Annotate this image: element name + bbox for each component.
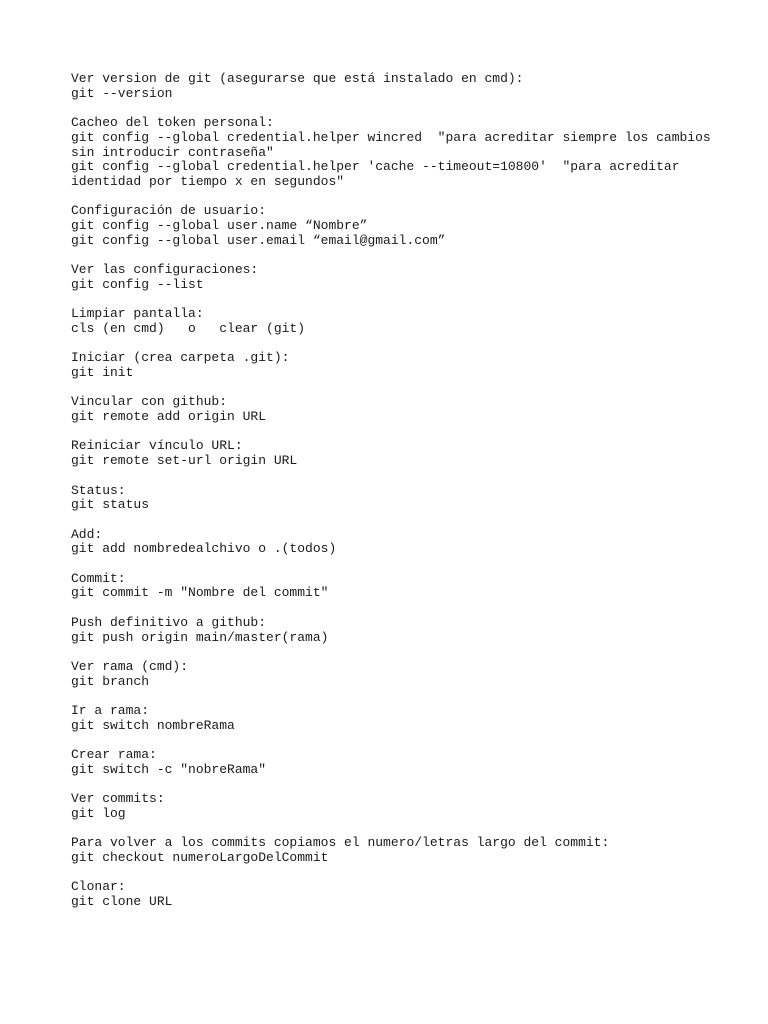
section-heading: Push definitivo a github:	[71, 614, 267, 630]
section-branch	[71, 660, 731, 689]
section-clone	[71, 880, 731, 909]
command-line: git init	[71, 364, 134, 380]
section-heading: Iniciar (crea carpeta .git):	[71, 350, 290, 366]
command-line: git config --global user.email “email@gmail.com”	[71, 232, 446, 248]
section-heading: Reiniciar vínculo URL:	[71, 438, 243, 454]
section-token-cache	[71, 116, 731, 190]
command-line: git log	[71, 805, 126, 821]
section-heading: Commit:	[71, 570, 126, 586]
section-user-config	[71, 204, 731, 248]
section-heading: Ver commits:	[71, 791, 165, 807]
section-create-branch	[71, 748, 731, 777]
command-line: git config --global credential.helper 'cache --timeout=10800' "para acreditar	[71, 159, 680, 175]
command-line: git --version	[71, 85, 173, 101]
command-line: identidad por tiempo x en segundos"	[71, 173, 345, 189]
section-init	[71, 351, 731, 380]
section-heading: Ver rama (cmd):	[71, 658, 189, 674]
command-line: git commit -m "Nombre del commit"	[71, 585, 329, 601]
section-heading: Clonar:	[71, 879, 126, 895]
section-heading: Cacheo del token personal:	[71, 115, 274, 131]
section-heading: Vincular con github:	[71, 394, 228, 410]
section-commit	[71, 572, 731, 601]
section-clear-screen	[71, 307, 731, 336]
section-heading: Configuración de usuario:	[71, 203, 267, 219]
section-list-config	[71, 263, 731, 292]
command-line: git config --global credential.helper wincred "para acreditar siempre los cambios	[71, 129, 711, 145]
command-line: git checkout numeroLargoDelCommit	[71, 850, 329, 866]
command-line: sin introducir contraseña"	[71, 144, 274, 160]
command-line: git switch nombreRama	[71, 717, 235, 733]
command-line: cls (en cmd) o clear (git)	[71, 320, 306, 336]
section-git-version	[71, 72, 731, 101]
command-line: git switch -c "nobreRama"	[71, 761, 267, 777]
section-status	[71, 484, 731, 513]
command-line: git remote add origin URL	[71, 409, 267, 425]
section-log	[71, 792, 731, 821]
section-heading: Para volver a los commits copiamos el numero/letras largo del commit:	[71, 835, 610, 851]
section-checkout	[71, 836, 731, 865]
section-heading: Crear rama:	[71, 747, 157, 763]
command-line: git add nombredealchivo o .(todos)	[71, 541, 337, 557]
section-heading: Ver version de git (asegurarse que está instalado en cmd):	[71, 71, 524, 86]
section-heading: Limpiar pantalla:	[71, 306, 204, 322]
section-heading: Ir a rama:	[71, 703, 150, 719]
section-heading: Add:	[71, 526, 103, 542]
command-line: git clone URL	[71, 894, 173, 910]
section-remote-add	[71, 395, 731, 424]
section-push	[71, 616, 731, 645]
section-add	[71, 528, 731, 557]
section-heading: Status:	[71, 482, 126, 498]
command-line: git config --global user.name “Nombre”	[71, 218, 368, 233]
document-page	[71, 72, 731, 925]
section-heading: Ver las configuraciones:	[71, 262, 259, 278]
command-line: git push origin main/master(rama)	[71, 629, 329, 645]
command-line: git remote set-url origin URL	[71, 453, 298, 469]
command-line: git config --list	[71, 276, 204, 292]
section-switch	[71, 704, 731, 733]
command-line: git branch	[71, 673, 150, 689]
command-line: git status	[71, 497, 150, 513]
section-remote-set-url	[71, 439, 731, 468]
